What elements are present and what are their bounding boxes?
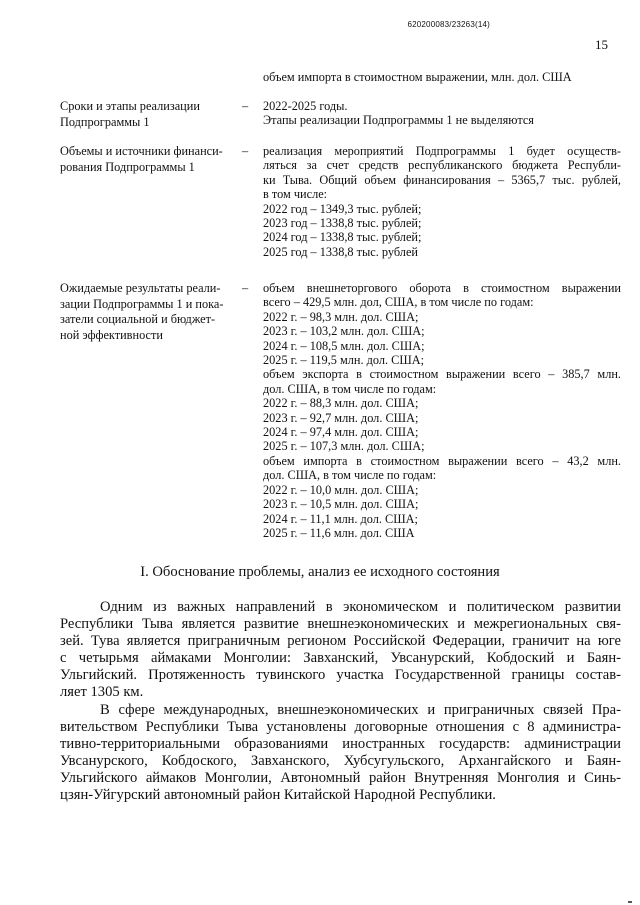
section-title: I. Обоснование проблемы, анализ ее исходного состояния bbox=[140, 564, 500, 580]
row-value: объем внешнеторгового оборота в стоимостном выражении всего – 429,5 млн. дол, США, в том числе по годам: 2022 г. – 98,3 млн. дол. США; 2023 г. – 103,2 млн. дол. США; 2024 г. – 108,5 млн. дол. США; 2025 г. – 119,5 млн. дол. США; объем экспорта в стоимостном выражении всего – 385,7 млн. дол. США, в том числе по годам: 2022 г. – 88,3 млн. дол. США; 2023 г. – 92,7 млн. дол. США; 2024 г. – 97,4 млн. дол. США; 2025 г. – 107,3 млн. дол. США; объем импорта в стоимостном выражении всего – 43,2 млн. дол. США, в том числе по годам: 2022 г. – 10,0 млн. дол. США; 2023 г. – 10,5 млн. дол. США; 2024 г. – 11,1 млн. дол. США; 2025 г. – 11,6 млн. дол. США bbox=[263, 281, 621, 540]
row-dash: – bbox=[242, 144, 249, 158]
document-code: 620200083/23263(14) bbox=[407, 20, 490, 29]
row-value: реализация мероприятий Подпрограммы 1 будет осуществ- ляться за счет средств республиканского бюджета Республи- ки Тыва. Общий объем финансирования – 5365,7 тыс. рублей, в том числе: 2022 год – 1349,3 тыс. рублей; 2023 год – 1338,8 тыс. рублей; 2024 год – 1338,8 тыс. рублей; 2025 год – 1338,8 тыс. рублей bbox=[263, 144, 621, 259]
row-label: Объемы и источники финанси- рования Подпрограммы 1 bbox=[60, 144, 223, 174]
page-number: 15 bbox=[595, 37, 608, 52]
row-label: Сроки и этапы реализации Подпрограммы 1 bbox=[60, 99, 200, 129]
row-dash: – bbox=[242, 99, 249, 113]
paragraph-1: Одним из важных направлений в экономическом и политическом развитии Республики Тыва является развитие внешнеэкономических и межрегиональных свя- зей. Тува является приграничным регионом Российской Федерации, граничит на юге с четырьмя аймаками Монголии: Завханский, Увсанурский, Кобдоский и Баян- Ульгийский. Протяженность тувинского участка Государственной границы состав- ляет 1305 км. bbox=[60, 599, 621, 701]
row-label: Ожидаемые результаты реали- зации Подпрограммы 1 и пока- затели социальной и бюджет- ной эффективности bbox=[60, 281, 224, 342]
row-dash: – bbox=[242, 281, 249, 295]
continuation-text: объем импорта в стоимостном выражении, млн. дол. США bbox=[263, 70, 572, 84]
row-value: 2022-2025 годы. Этапы реализации Подпрограммы 1 не выделяются bbox=[263, 99, 534, 128]
scan-mark bbox=[628, 901, 632, 903]
paragraph-2: В сфере международных, внешнеэкономических и приграничных связей Пра- вительством Республики Тыва установлены договорные отношения с 8 администра- тивно-территориальными образованиями иностранных государств: администрации Увсанурского, Кобдоского, Завханского, Хубсугульского, Архангайского и Баян- Ульгийского аймаков Монголии, Автономный район Внутренняя Монголия и Синь- цзян-Уйгурский автономный район Китайской Народной Республики. bbox=[60, 702, 621, 804]
